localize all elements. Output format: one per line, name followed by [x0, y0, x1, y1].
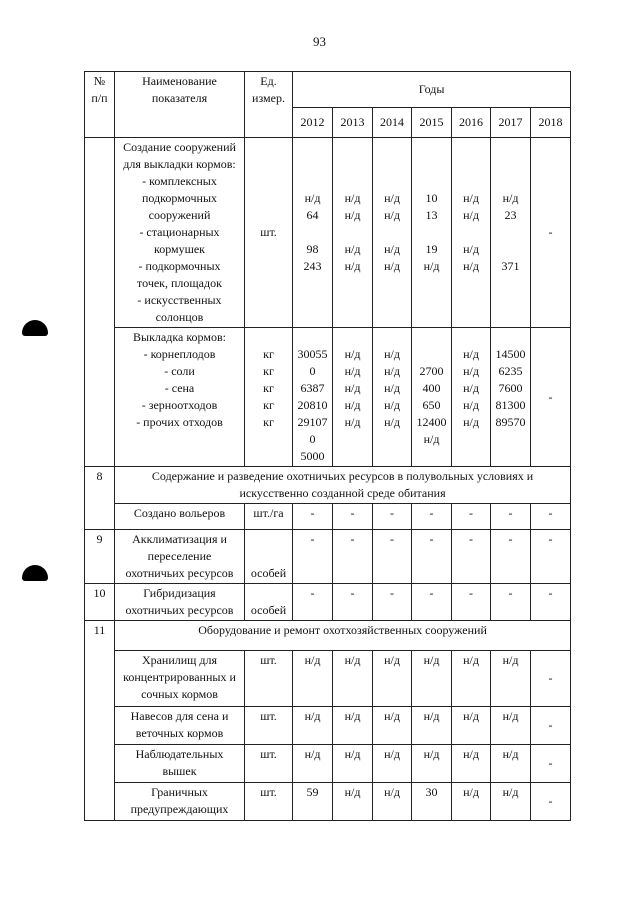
value-cell: н/д н/д н/д н/д н/д	[452, 328, 491, 467]
value-cell: н/д	[491, 783, 531, 821]
value-cell: 59	[293, 783, 333, 821]
value-cell: -	[293, 504, 333, 530]
section-title: Оборудование и ремонт охотхозяйственных сооружений	[115, 621, 571, 651]
value-cell: н/д	[452, 707, 491, 745]
value-cell: н/д	[373, 745, 412, 783]
value-cell: -	[452, 504, 491, 530]
row-name: Навесов для сена и веточных кормов	[115, 707, 245, 745]
value-cell: -	[531, 651, 571, 707]
row-number	[85, 138, 115, 467]
row-name: Гибридизация охотничьих ресурсов	[115, 584, 245, 621]
value-cell: н/д	[333, 783, 373, 821]
row-unit: особей	[245, 584, 293, 621]
section-number: 10	[85, 584, 115, 621]
section-title: Содержание и разведение охотничьих ресурсов в полувольных условиях и искусственно созданной среде обитания	[115, 467, 571, 504]
data-table	[84, 71, 571, 821]
value-cell: -	[531, 584, 571, 621]
value-cell: н/д	[412, 707, 452, 745]
row-name: Граничных предупреждающих	[115, 783, 245, 821]
value-cell: н/д н/д н/д н/д н/д	[333, 328, 373, 467]
value-cell: н/д	[412, 651, 452, 707]
table-row	[85, 783, 571, 821]
value-cell: 30055 0 6387 20810 29107 0 5000	[293, 328, 333, 467]
value-cell: н/д	[333, 651, 373, 707]
value-cell: -	[531, 504, 571, 530]
value-cell: н/д н/д н/д н/д	[452, 138, 491, 328]
table-row	[85, 138, 571, 328]
value-cell: -	[293, 584, 333, 621]
value-cell: -	[412, 584, 452, 621]
punch-hole-mark	[22, 320, 48, 336]
value-cell: н/д	[491, 651, 531, 707]
value-cell: -	[452, 584, 491, 621]
header-years: Годы	[293, 72, 571, 108]
value-cell: н/д	[491, 707, 531, 745]
section-number: 11	[85, 621, 115, 821]
value-cell: -	[373, 530, 412, 584]
value-cell: н/д	[293, 707, 333, 745]
value-cell: н/д н/д н/д н/д	[333, 138, 373, 328]
value-cell: -	[412, 504, 452, 530]
header-name: Наименование показателя	[115, 72, 245, 138]
value-cell: н/д 23 371	[491, 138, 531, 328]
table-row	[85, 530, 571, 584]
value-cell: н/д	[373, 707, 412, 745]
value-cell: н/д н/д н/д н/д н/д	[373, 328, 412, 467]
row-name: Создание сооружений для выкладки кормов: - комплексных подкормочных сооружений - стационарных кормушек - подкормочных точек, площадок - искусственных солонцов	[115, 138, 245, 328]
year-2018: 2018	[531, 108, 571, 138]
value-cell: н/д	[373, 783, 412, 821]
row-unit: шт.	[245, 783, 293, 821]
year-2013: 2013	[333, 108, 373, 138]
value-cell: -	[373, 584, 412, 621]
value-cell: н/д	[373, 651, 412, 707]
value-cell: -	[333, 504, 373, 530]
table-row	[85, 745, 571, 783]
row-unit: шт./га	[245, 504, 293, 530]
punch-hole-mark	[22, 565, 48, 581]
year-2012: 2012	[293, 108, 333, 138]
row-unit: особей	[245, 530, 293, 584]
year-2015: 2015	[412, 108, 452, 138]
value-cell: -	[452, 530, 491, 584]
row-unit: кг кг кг кг кг	[245, 328, 293, 467]
value-cell: 2700 400 650 12400 н/д	[412, 328, 452, 467]
row-unit: шт.	[245, 707, 293, 745]
row-name: Акклиматизация и переселение охотничьих ресурсов	[115, 530, 245, 584]
row-unit: шт.	[245, 745, 293, 783]
value-cell: -	[491, 504, 531, 530]
value-cell: н/д	[412, 745, 452, 783]
value-cell: 10 13 19 н/д	[412, 138, 452, 328]
value-cell: н/д	[293, 651, 333, 707]
row-name: Хранилищ для концентрированных и сочных кормов	[115, 651, 245, 707]
value-cell: -	[491, 530, 531, 584]
value-cell: н/д н/д н/д н/д	[373, 138, 412, 328]
value-cell: -	[531, 745, 571, 783]
row-name: Создано вольеров	[115, 504, 245, 530]
value-cell: 30	[412, 783, 452, 821]
value-cell: н/д 64 98 243	[293, 138, 333, 328]
value-cell: н/д	[452, 651, 491, 707]
header-unit: Ед. измер.	[245, 72, 293, 138]
year-2017: 2017	[491, 108, 531, 138]
value-cell: -	[373, 504, 412, 530]
section-number: 9	[85, 530, 115, 584]
row-unit: шт.	[245, 651, 293, 707]
table-row	[85, 504, 571, 530]
header-number: № п/п	[85, 72, 115, 138]
year-2014: 2014	[373, 108, 412, 138]
value-cell: -	[531, 707, 571, 745]
value-cell: н/д	[491, 745, 531, 783]
value-cell: н/д	[293, 745, 333, 783]
value-cell: -	[531, 530, 571, 584]
section-header	[85, 621, 571, 651]
value-cell: н/д	[452, 745, 491, 783]
value-cell: -	[412, 530, 452, 584]
value-cell: 14500 6235 7600 81300 89570	[491, 328, 531, 467]
value-cell: -	[293, 530, 333, 584]
row-name: Наблюдательных вышек	[115, 745, 245, 783]
section-number: 8	[85, 467, 115, 530]
value-cell: -	[491, 584, 531, 621]
value-cell: н/д	[333, 707, 373, 745]
section-header	[85, 467, 571, 504]
value-cell: -	[333, 530, 373, 584]
value-cell: н/д	[452, 783, 491, 821]
table-row	[85, 328, 571, 467]
value-cell: -	[531, 783, 571, 821]
value-cell: -	[531, 328, 571, 467]
row-name: Выкладка кормов: - корнеплодов - соли - сена - зерноотходов - прочих отходов	[115, 328, 245, 467]
value-cell: н/д	[333, 745, 373, 783]
value-cell: -	[531, 138, 571, 328]
table-row	[85, 707, 571, 745]
value-cell: -	[333, 584, 373, 621]
page-number: 93	[313, 34, 326, 49]
row-unit: шт.	[245, 138, 293, 328]
table-row	[85, 651, 571, 707]
year-2016: 2016	[452, 108, 491, 138]
table-row	[85, 584, 571, 621]
